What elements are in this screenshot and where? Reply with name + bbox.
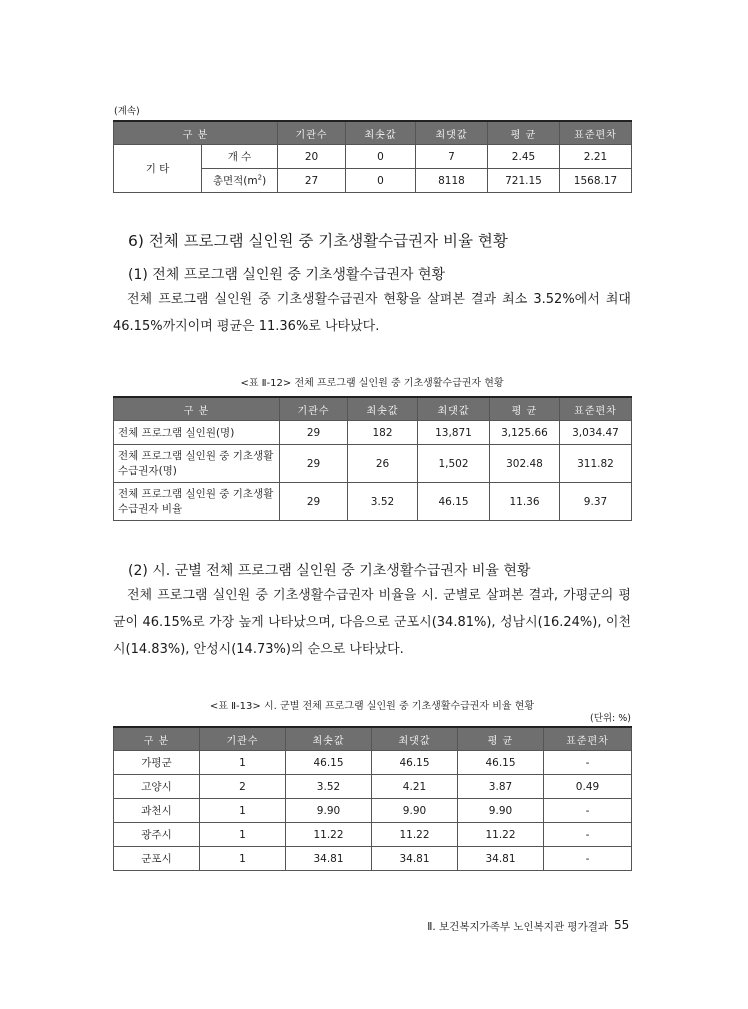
subsection-heading: (2) 시. 군별 전체 프로그램 실인원 중 기초생활수급권자 비율 현황 [128, 563, 531, 579]
paragraph: 전체 프로그램 실인원 중 기초생활수급권자 현황을 살펴본 결과 최소 3.52%에서 최대 46.15%까지이며 평균은 11.36%로 나타났다. [113, 292, 631, 334]
header-category: 구 분 [114, 121, 278, 145]
cell: 46.15 [372, 751, 458, 775]
cell: 46.15 [286, 751, 372, 775]
row-label: 고양시 [114, 775, 200, 799]
cell: 2.21 [560, 145, 632, 169]
cell: 7 [416, 145, 488, 169]
cell: 34.81 [372, 847, 458, 871]
cell: 1568.17 [560, 169, 632, 193]
row-label: 전체 프로그램 실인원 중 기초생활수급권자(명) [114, 445, 280, 483]
cell: 46.15 [418, 483, 490, 521]
cell: 29 [280, 483, 348, 521]
row-label: 과천시 [114, 799, 200, 823]
cell: 3,125.66 [490, 421, 560, 445]
group-label: 기 타 [114, 145, 202, 193]
cell: 46.15 [458, 751, 544, 775]
sub-label: 총면적$(m^2)$ [202, 169, 278, 193]
cell: 0 [346, 145, 416, 169]
cell: 13,871 [418, 421, 490, 445]
header-min: 최솟값 [346, 121, 416, 145]
cell: 2.45 [488, 145, 560, 169]
row-label: 군포시 [114, 847, 200, 871]
continued-label: (계속) [114, 106, 140, 117]
table-row [114, 445, 632, 483]
cell: 34.81 [286, 847, 372, 871]
cell: 3.87 [458, 775, 544, 799]
unit-label: (단위: %) [589, 713, 631, 724]
table-row [114, 799, 632, 823]
table-row [114, 421, 632, 445]
table-header-row [114, 727, 632, 751]
cell: 11.36 [490, 483, 560, 521]
cell: 1 [200, 751, 286, 775]
cell: 1 [200, 847, 286, 871]
row-label: 광주시 [114, 823, 200, 847]
table-by-region [113, 726, 632, 871]
header-sd: 표준편차 [560, 121, 632, 145]
cell: 0.49 [544, 775, 632, 799]
cell: 8118 [416, 169, 488, 193]
cell: 3,034.47 [560, 421, 632, 445]
cell: - [544, 751, 632, 775]
table-recipients [113, 396, 632, 521]
subsection-heading: (1) 전체 프로그램 실인원 중 기초생활수급권자 현황 [128, 267, 446, 283]
page-number: 55 [614, 918, 630, 932]
cell: 311.82 [560, 445, 632, 483]
cell: 3.52 [348, 483, 418, 521]
header-mean: 평 균 [488, 121, 560, 145]
cell: 9.90 [372, 799, 458, 823]
cell: 721.15 [488, 169, 560, 193]
header-max: 최댓값 [416, 121, 488, 145]
header-count: 기관수 [278, 121, 346, 145]
table-row [114, 775, 632, 799]
header-mean: 평 균 [490, 397, 560, 421]
header-count: 기관수 [280, 397, 348, 421]
cell: 11.22 [286, 823, 372, 847]
table-other [113, 120, 632, 193]
header-count: 기관수 [200, 727, 286, 751]
cell: - [544, 799, 632, 823]
cell: 11.22 [458, 823, 544, 847]
cell: 34.81 [458, 847, 544, 871]
cell: 9.37 [560, 483, 632, 521]
cell: 182 [348, 421, 418, 445]
section-heading: 6) 전체 프로그램 실인원 중 기초생활수급권자 비율 현황 [128, 232, 508, 250]
cell: 9.90 [286, 799, 372, 823]
cell: 1 [200, 823, 286, 847]
table-row [114, 145, 632, 169]
header-sd: 표준편차 [560, 397, 632, 421]
cell: 1 [200, 799, 286, 823]
cell: 4.21 [372, 775, 458, 799]
cell: 3.52 [286, 775, 372, 799]
cell: 11.22 [372, 823, 458, 847]
table-header-row [114, 397, 632, 421]
header-min: 최솟값 [348, 397, 418, 421]
cell: 9.90 [458, 799, 544, 823]
table-row [114, 751, 632, 775]
row-label: 전체 프로그램 실인원(명) [114, 421, 280, 445]
table-caption: <표 Ⅱ-12> 전체 프로그램 실인원 중 기초생활수급권자 현황 [240, 378, 504, 389]
header-min: 최솟값 [286, 727, 372, 751]
running-footer: Ⅱ. 보건복지가족부 노인복지관 평가결과 [427, 921, 608, 933]
table-row [114, 847, 632, 871]
table-header-row [114, 121, 632, 145]
cell: 0 [346, 169, 416, 193]
cell: 2 [200, 775, 286, 799]
sub-label: 개 수 [202, 145, 278, 169]
cell: 1,502 [418, 445, 490, 483]
header-max: 최댓값 [372, 727, 458, 751]
table-row [114, 823, 632, 847]
cell: - [544, 847, 632, 871]
cell: - [544, 823, 632, 847]
table-row [114, 483, 632, 521]
header-sd: 표준편차 [544, 727, 632, 751]
header-max: 최댓값 [418, 397, 490, 421]
header-mean: 평 균 [458, 727, 544, 751]
cell: 27 [278, 169, 346, 193]
cell: 20 [278, 145, 346, 169]
cell: 29 [280, 421, 348, 445]
paragraph: 전체 프로그램 실인원 중 기초생활수급권자 비율을 시. 군별로 살펴본 결과, 가평군의 평균이 46.15%로 가장 높게 나타났으며, 다음으로 군포시(34.81%), 성남시(16.24%), 이천시(14.83%), 안성시(14.73%)의 순으로 나타났다. [113, 588, 631, 657]
row-label: 전체 프로그램 실인원 중 기초생활수급권자 비율 [114, 483, 280, 521]
row-label: 가평군 [114, 751, 200, 775]
header-category: 구 분 [114, 727, 200, 751]
cell: 26 [348, 445, 418, 483]
header-category: 구 분 [114, 397, 280, 421]
cell: 29 [280, 445, 348, 483]
table-caption: <표 Ⅱ-13> 시. 군별 전체 프로그램 실인원 중 기초생활수급권자 비율 현황 [209, 701, 535, 712]
cell: 302.48 [490, 445, 560, 483]
